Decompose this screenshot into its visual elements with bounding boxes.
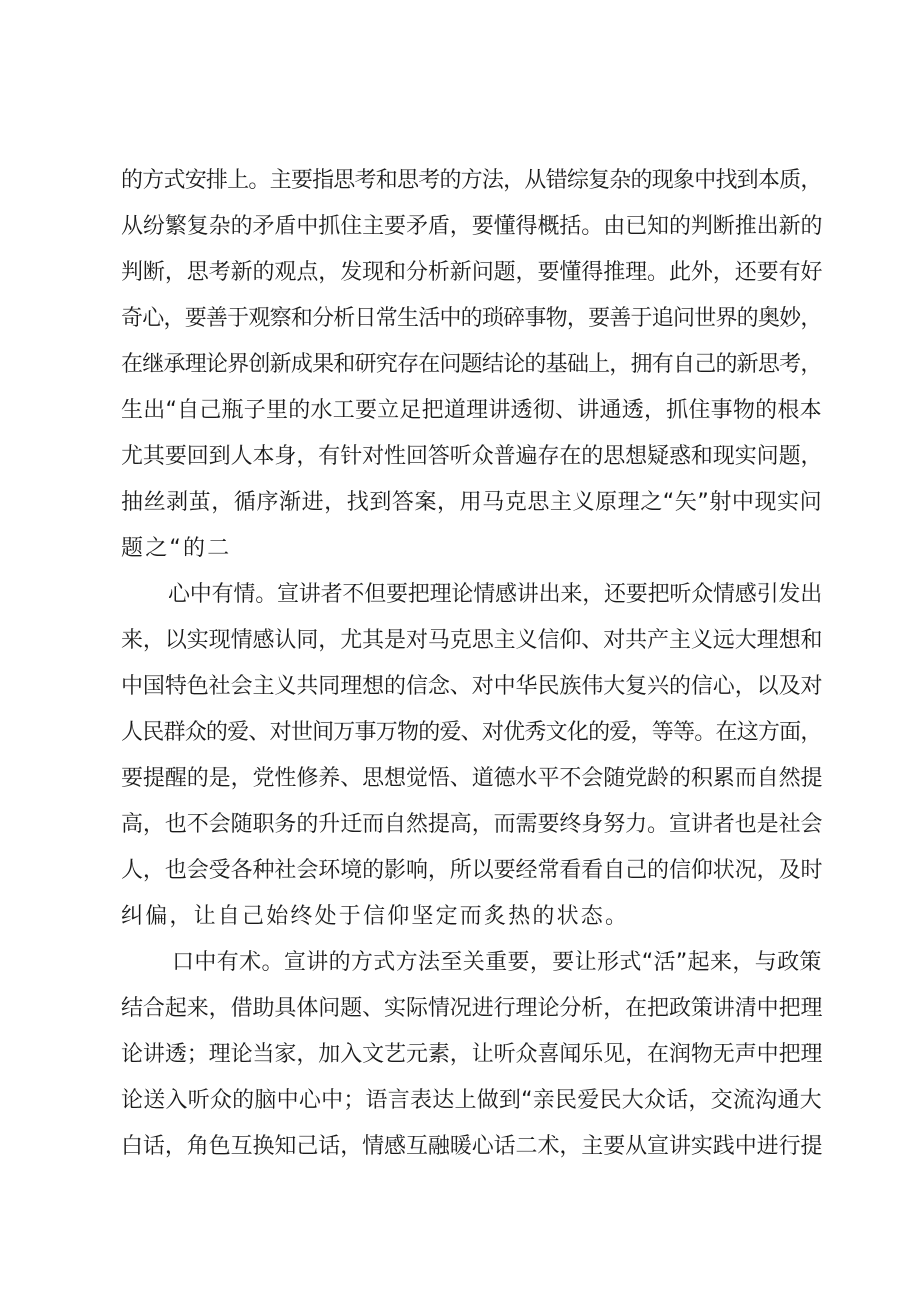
text-line: 抽丝剥茧，循序渐进，找到答案，用马克思主义原理之“矢”射中现实问	[121, 490, 823, 515]
text-line: 结合起来，借助具体问题、实际情况进行理论分析，在把政策讲清中把理	[121, 996, 823, 1021]
text-line: 的方式安排上。主要指思考和思考的方法，从错综复杂的现象中找到本质，	[121, 168, 822, 193]
text-line: 奇心，要善于观察和分析日常生活中的琐碎事物，要善于追问世界的奥妙，	[121, 306, 822, 331]
text-line: 从纷繁复杂的矛盾中抓住主要矛盾，要懂得概括。由已知的判断推出新的	[121, 214, 823, 239]
text-line: 来，以实现情感认同，尤其是对马克思主义信仰、对共产主义远大理想和	[121, 628, 823, 653]
text-line: 人民群众的爱、对世间万事万物的爱、对优秀文化的爱，等等。在这方面，	[121, 720, 822, 745]
text-line: 要提醒的是，党性修养、思想觉悟、道德水平不会随党龄的积累而自然提	[121, 766, 823, 791]
text-line: 纠偏，让自己始终处于信仰坚定而炙热的状态。	[121, 904, 630, 929]
text-line: 题之“的二	[121, 536, 232, 561]
text-line: 白话，角色互换知己话，情感互融暖心话二术，主要从宣讲实践中进行提	[121, 1134, 823, 1159]
text-line: 尤其要回到人本身，有针对性回答听众普遍存在的思想疑惑和现实问题，	[121, 444, 823, 469]
text-line: 口中有术。宣讲的方式方法至关重要，要让形式“活”起来，与政策	[172, 950, 822, 975]
text-line: 心中有情。宣讲者不但要把理论情感讲出来，还要把听众情感引发出	[168, 582, 823, 607]
text-line: 论讲透；理论当家，加入文艺元素，让听众喜闻乐见，在润物无声中把理	[121, 1042, 823, 1067]
text-line: 人，也会受各种社会环境的影响，所以要经常看看自己的信仰状况，及时	[121, 858, 823, 883]
text-line: 在继承理论界创新成果和研究存在问题结论的基础上，拥有自己的新思考，	[121, 352, 822, 377]
text-line: 中国特色社会主义共同理想的信念、对中华民族伟大复兴的信心，以及对	[121, 674, 823, 699]
text-line: 生出“自己瓶子里的水工要立足把道理讲透彻、讲通透，抓住事物的根本	[121, 398, 822, 423]
text-line: 论送入听众的脑中心中；语言表达上做到“亲民爱民大众话，交流沟通大	[121, 1088, 822, 1113]
text-line: 高，也不会随职务的升迁而自然提高，而需要终身努力。宣讲者也是社会	[121, 812, 823, 837]
text-line: 判断，思考新的观点，发现和分析新问题，要懂得推理。此外，还要有好	[121, 260, 823, 285]
